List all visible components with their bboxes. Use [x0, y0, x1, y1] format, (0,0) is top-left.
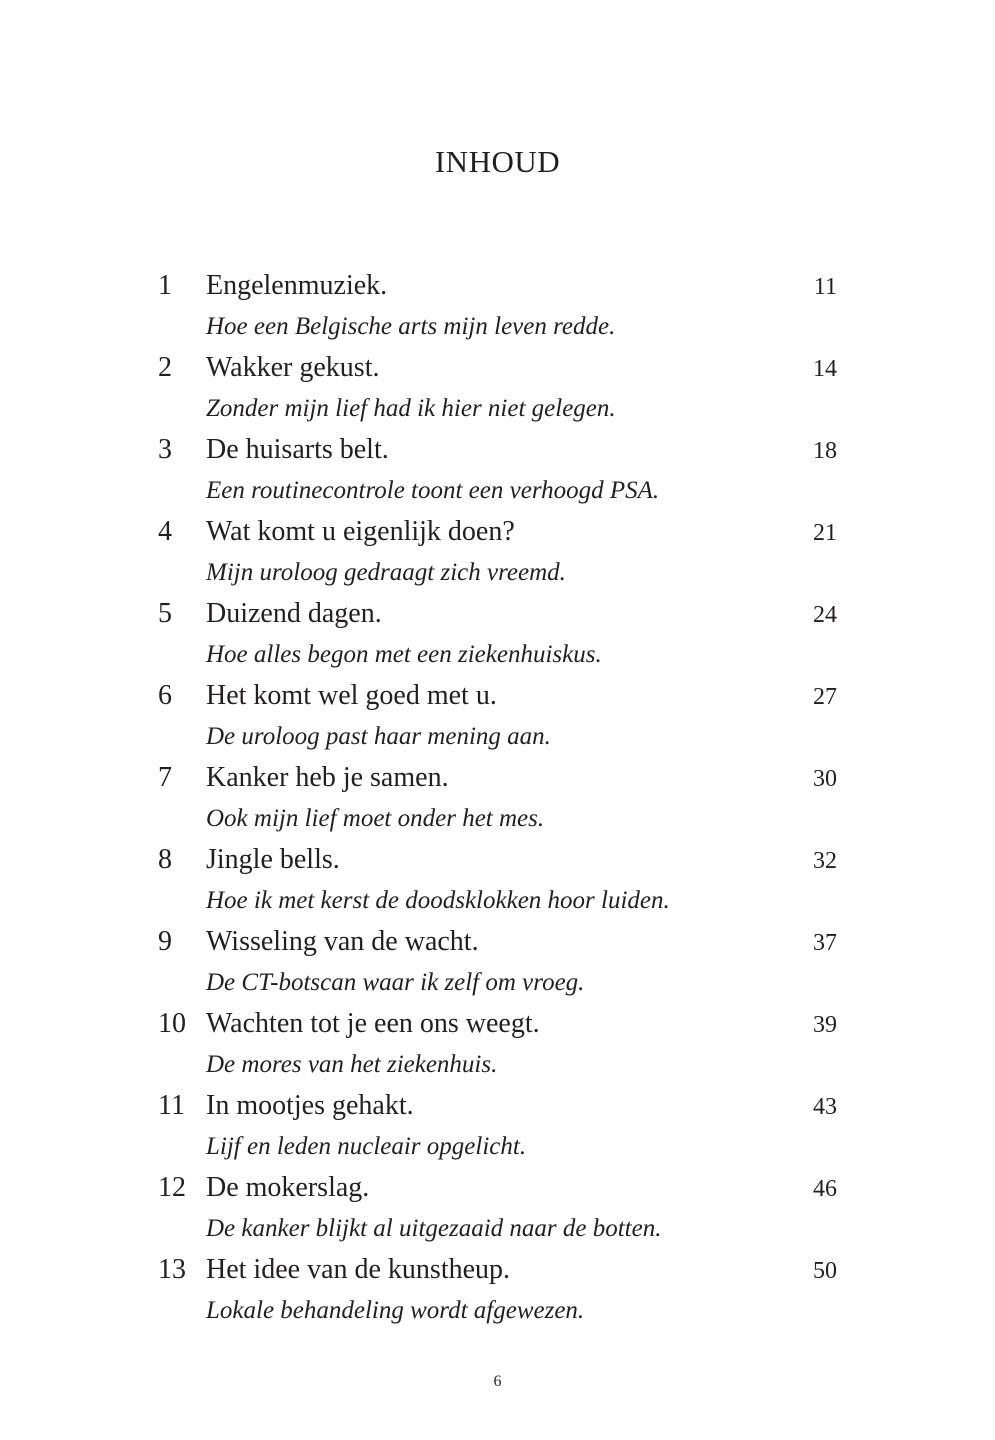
chapter-page: 39	[813, 1012, 837, 1038]
toc-entry	[0, 512, 995, 594]
toc-entry	[0, 1004, 995, 1086]
chapter-title: Wakker gekust.	[206, 352, 380, 383]
chapter-page: 46	[813, 1176, 837, 1202]
chapter-number: 4	[158, 516, 172, 547]
chapter-page: 32	[813, 848, 837, 874]
chapter-subtitle: Een routinecontrole toont een verhoogd PSA.	[206, 477, 660, 504]
page-title: INHOUD	[434, 144, 561, 179]
chapter-title: Jingle bells.	[206, 844, 340, 875]
chapter-number: 13	[158, 1254, 186, 1285]
chapter-number: 9	[158, 926, 172, 957]
chapter-subtitle: Zonder mijn lief had ik hier niet gelegen.	[206, 395, 616, 422]
chapter-subtitle: Ook mijn lief moet onder het mes.	[206, 805, 545, 832]
toc-entry	[0, 840, 995, 922]
toc-entry	[0, 1168, 995, 1250]
chapter-title: Wisseling van de wacht.	[206, 926, 479, 957]
chapter-title: In mootjes gehakt.	[206, 1090, 414, 1121]
chapter-subtitle: Hoe alles begon met een ziekenhuiskus.	[206, 641, 602, 668]
toc-entry	[0, 266, 995, 348]
chapter-subtitle: Hoe een Belgische arts mijn leven redde.	[206, 313, 616, 340]
chapter-number: 10	[158, 1008, 186, 1039]
chapter-title: Het idee van de kunstheup.	[206, 1254, 511, 1285]
chapter-page: 11	[813, 274, 837, 300]
chapter-title: De huisarts belt.	[206, 434, 389, 465]
chapter-number: 1	[158, 270, 172, 301]
chapter-number: 8	[158, 844, 172, 875]
chapter-page: 21	[813, 520, 837, 546]
toc-entry	[0, 594, 995, 676]
chapter-number: 6	[158, 680, 172, 711]
chapter-page: 43	[813, 1094, 837, 1120]
toc-entry	[0, 758, 995, 840]
chapter-title: Wachten tot je een ons weegt.	[206, 1008, 540, 1039]
page-number: 6	[493, 1373, 502, 1390]
chapter-subtitle: De mores van het ziekenhuis.	[206, 1051, 498, 1078]
chapter-number: 11	[158, 1090, 185, 1121]
chapter-title: Kanker heb je samen.	[206, 762, 449, 793]
toc-entry	[0, 1250, 995, 1332]
chapter-number: 12	[158, 1172, 186, 1203]
toc-entry	[0, 922, 995, 1004]
chapter-page: 30	[813, 766, 837, 792]
chapter-page: 50	[813, 1258, 837, 1284]
chapter-number: 3	[158, 434, 172, 465]
chapter-title: Wat komt u eigenlijk doen?	[206, 516, 515, 547]
chapter-subtitle: Mijn uroloog gedraagt zich vreemd.	[206, 559, 566, 586]
chapter-page: 24	[813, 602, 837, 628]
chapter-page: 14	[813, 356, 837, 382]
chapter-page: 37	[813, 930, 837, 956]
chapter-title: De mokerslag.	[206, 1172, 370, 1203]
toc-entry	[0, 1086, 995, 1168]
chapter-number: 5	[158, 598, 172, 629]
chapter-subtitle: Lokale behandeling wordt afgewezen.	[206, 1297, 585, 1324]
chapter-subtitle: De CT-botscan waar ik zelf om vroeg.	[206, 969, 585, 996]
chapter-title: Engelenmuziek.	[206, 270, 388, 301]
chapter-page: 27	[813, 684, 837, 710]
chapter-number: 7	[158, 762, 172, 793]
chapter-title: Duizend dagen.	[206, 598, 382, 629]
toc-entry	[0, 348, 995, 430]
chapter-subtitle: De kanker blijkt al uitgezaaid naar de botten.	[206, 1215, 662, 1242]
chapter-page: 18	[813, 438, 837, 464]
table-of-contents	[0, 266, 995, 1332]
chapter-subtitle: Hoe ik met kerst de doodsklokken hoor luiden.	[206, 887, 670, 914]
toc-entry	[0, 430, 995, 512]
chapter-title: Het komt wel goed met u.	[206, 680, 497, 711]
toc-entry	[0, 676, 995, 758]
chapter-subtitle: Lijf en leden nucleair opgelicht.	[206, 1133, 527, 1160]
chapter-subtitle: De uroloog past haar mening aan.	[206, 723, 551, 750]
chapter-number: 2	[158, 352, 172, 383]
